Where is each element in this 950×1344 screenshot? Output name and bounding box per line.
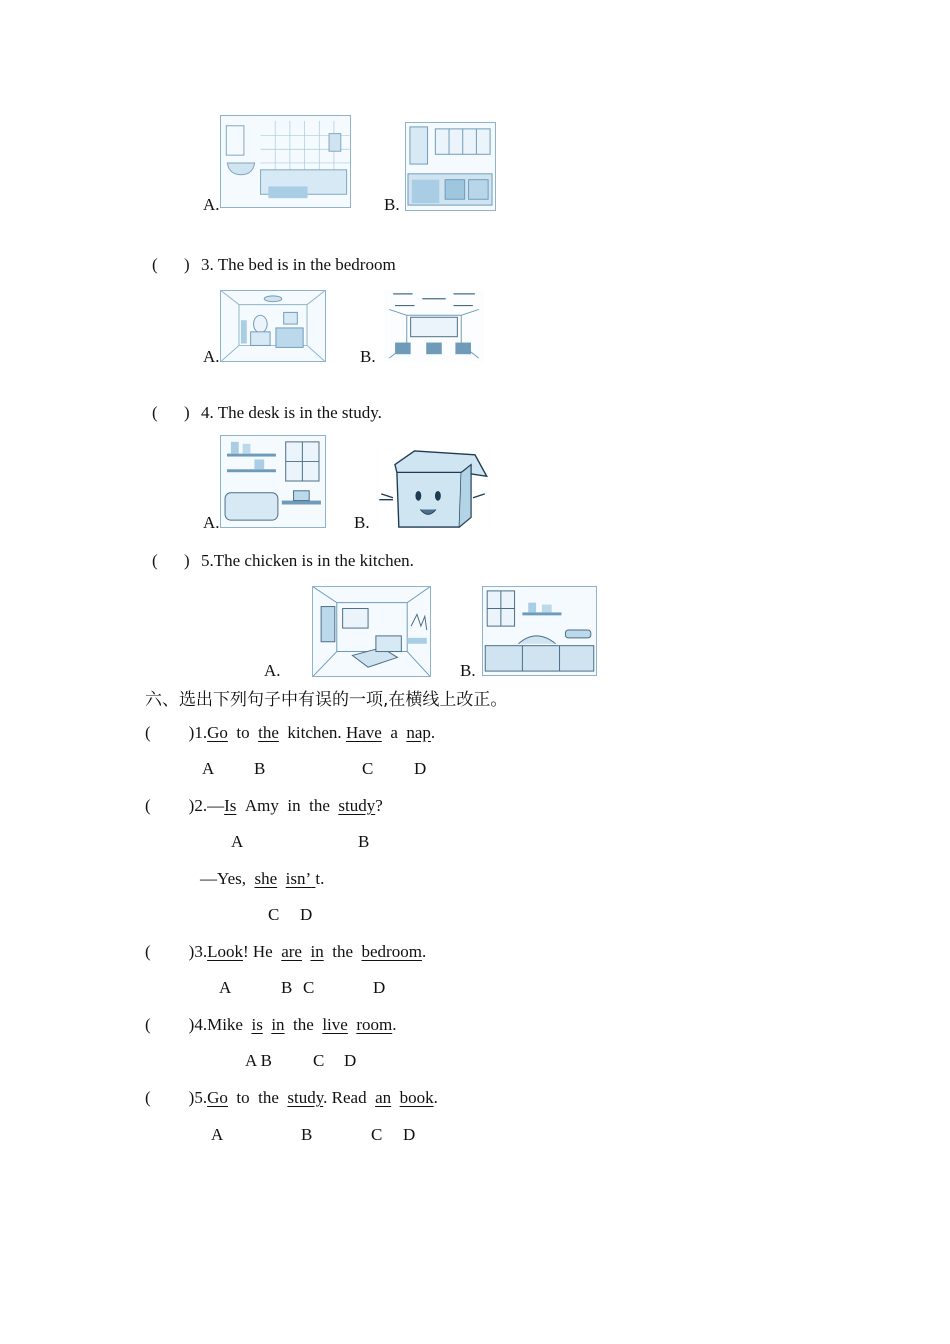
- s6-q1-word-d: nap: [406, 723, 431, 742]
- s6-q4-line: [145, 1015, 396, 1035]
- q3-option-a-label: A.: [203, 347, 220, 366]
- q2-option-b-label: B.: [384, 195, 400, 214]
- s6-q1-word: kitchen.: [287, 723, 342, 742]
- s6-q5-word: . Read: [323, 1088, 367, 1107]
- s6-q2-label-d: D: [300, 905, 313, 924]
- section6-title: 六、选出下列句子中有误的一项,在横线上改正。: [145, 690, 508, 710]
- s6-q2-word-d: isn’: [285, 869, 312, 888]
- s6-q5-word-b: study: [287, 1088, 324, 1107]
- s6-q3-paren: (: [145, 942, 151, 961]
- s6-q4-num: )4.Mike: [188, 1015, 243, 1034]
- s6-q2-word-c: she: [254, 869, 278, 888]
- s6-q3-line: [145, 942, 426, 962]
- q5-option-b-label: B.: [460, 661, 476, 680]
- s6-q4-label-ab: A B: [245, 1051, 272, 1070]
- s6-q5-label-c: C: [371, 1125, 383, 1144]
- s6-q4-word-a: is: [251, 1015, 263, 1034]
- kitchen-picture: [405, 122, 496, 211]
- s6-q1-paren: (: [145, 723, 151, 742]
- s6-q2-end: ?: [375, 796, 383, 815]
- s6-q1-word: a: [390, 723, 398, 742]
- s6-q5-word-c: an: [375, 1088, 392, 1107]
- s6-q5-word-d: book: [399, 1088, 434, 1107]
- q3-paren-close: ): [184, 255, 190, 274]
- s6-q4-word-b: in: [271, 1015, 285, 1034]
- s6-q3-end: .: [421, 942, 427, 961]
- s6-q2-paren: (: [145, 796, 151, 815]
- q3-option-b-label: B.: [360, 347, 376, 366]
- q5-paren-open: (: [152, 551, 158, 570]
- s6-q1-word-b: the: [258, 723, 279, 742]
- s6-q2-word-a: Is: [224, 796, 237, 815]
- living-room-picture: [220, 435, 326, 528]
- s6-q5-label-b: B: [301, 1125, 313, 1144]
- s6-q3-label-a: A: [219, 978, 232, 997]
- s6-q2-word-b: study: [338, 796, 376, 815]
- s6-q2-num: )2.—: [188, 796, 225, 815]
- s6-q3-word-c: in: [310, 942, 324, 961]
- q5-option-a-label: A.: [264, 661, 281, 680]
- s6-q5-num: )5.: [188, 1088, 208, 1107]
- s6-q1-end: .: [430, 723, 436, 742]
- s6-q3-num: )3.: [188, 942, 208, 961]
- s6-q1-label-b: B: [254, 759, 266, 778]
- s6-q1-word-a: Go: [207, 723, 228, 742]
- bedroom-picture: [220, 290, 326, 362]
- q4-paren-close: ): [184, 403, 190, 422]
- s6-q1-label-a: A: [202, 759, 215, 778]
- s6-q3-word-a: Look: [207, 942, 243, 961]
- s6-q2-answer-end: t.: [315, 869, 325, 888]
- s6-q5-word: to: [236, 1088, 250, 1107]
- s6-q3-label-b: B: [281, 978, 293, 997]
- s6-q3-word-d: bedroom: [361, 942, 422, 961]
- q3-paren-open: (: [152, 255, 158, 274]
- q4-option-a-label: A.: [203, 513, 220, 532]
- s6-q2-label-a: A: [231, 832, 244, 851]
- s6-q1-label-d: D: [414, 759, 427, 778]
- s6-q4-word-c: live: [322, 1015, 348, 1034]
- s6-q5-label-a: A: [211, 1125, 224, 1144]
- s6-q3-word-b: are: [281, 942, 302, 961]
- s6-q4-label-c: C: [313, 1051, 325, 1070]
- s6-q3-word: the: [332, 942, 353, 961]
- s6-q5-label-d: D: [403, 1125, 416, 1144]
- s6-q4-end: .: [392, 1015, 397, 1034]
- s6-q2-word: in: [287, 796, 301, 815]
- s6-q5-paren: (: [145, 1088, 151, 1107]
- classroom-picture: [384, 289, 484, 363]
- s6-q4-word-d: room: [356, 1015, 393, 1034]
- bathroom-picture: [220, 115, 351, 208]
- s6-q4-word: the: [293, 1015, 314, 1034]
- q5-sentence: 5.The chicken is in the kitchen.: [201, 551, 414, 570]
- q4-sentence: 4. The desk is in the study.: [201, 403, 382, 422]
- q4-paren-open: (: [152, 403, 158, 422]
- q2-option-a-label: A.: [203, 195, 220, 214]
- s6-q2-word: the: [309, 796, 330, 815]
- q4-option-b-label: B.: [354, 513, 370, 532]
- q5-paren-close: ): [184, 551, 190, 570]
- s6-q5-end: .: [433, 1088, 438, 1107]
- s6-q5-line: [145, 1088, 438, 1108]
- s6-q5-word: the: [258, 1088, 279, 1107]
- s6-q3-label-c: C: [303, 978, 315, 997]
- s6-q2-line: [145, 796, 383, 816]
- s6-q2-answer-line: [200, 869, 324, 889]
- living-room-2-picture: [312, 586, 431, 677]
- s6-q1-label-c: C: [362, 759, 374, 778]
- s6-q2-label-b: B: [358, 832, 370, 851]
- s6-q4-label-d: D: [344, 1051, 357, 1070]
- s6-q2-word: Amy: [244, 796, 279, 815]
- s6-q1-word-c: Have: [345, 723, 382, 742]
- s6-q2-label-c: C: [268, 905, 280, 924]
- s6-q2-answer-prefix: —Yes,: [200, 869, 246, 888]
- s6-q1-line: [145, 723, 435, 743]
- q3-sentence: 3. The bed is in the bedroom: [201, 255, 396, 274]
- s6-q3-label-d: D: [373, 978, 386, 997]
- s6-q5-word-a: Go: [207, 1088, 228, 1107]
- s6-q4-paren: (: [145, 1015, 151, 1034]
- s6-q3-word: ! He: [242, 942, 273, 961]
- kitchen-2-picture: [482, 586, 597, 676]
- s6-q1-word: to: [236, 723, 250, 742]
- box-picture: [376, 446, 491, 531]
- s6-q1-num: )1.: [188, 723, 208, 742]
